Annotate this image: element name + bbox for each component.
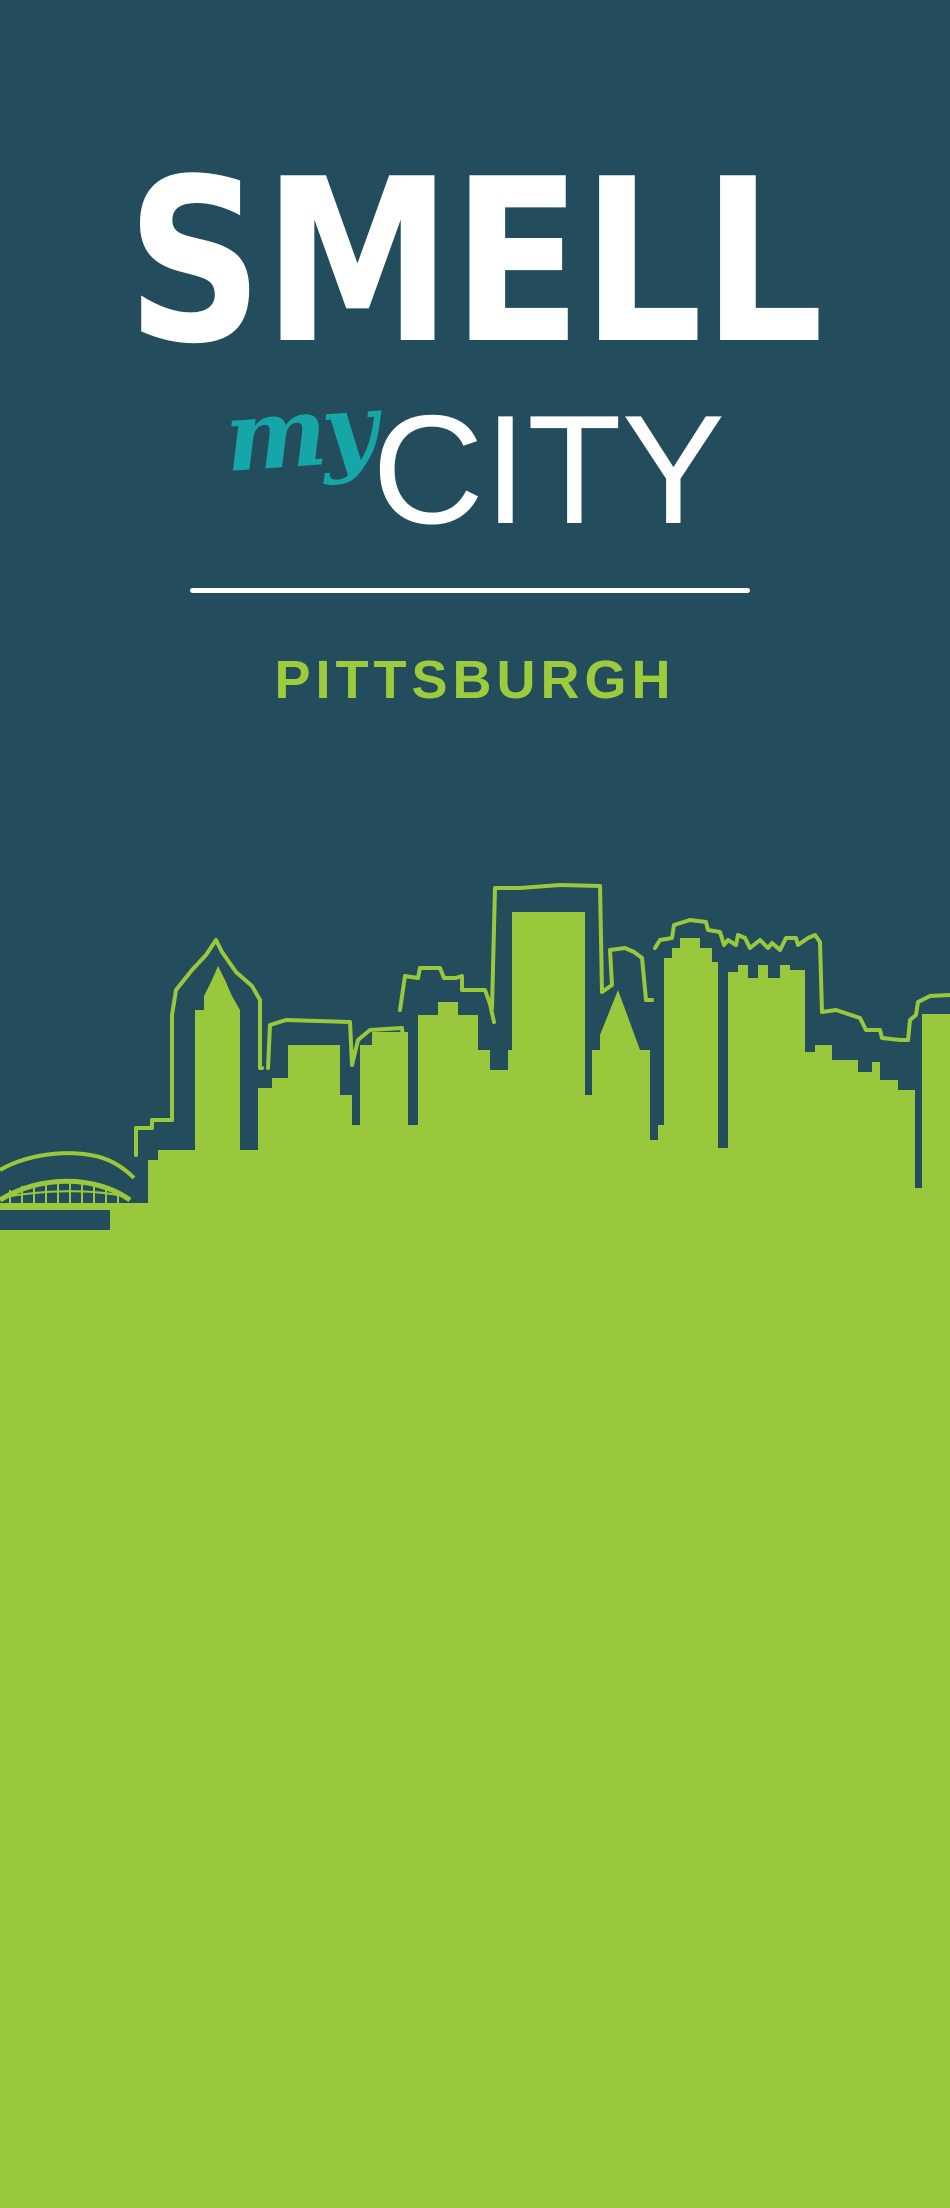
skyline-silhouette [0, 912, 950, 2208]
logo-word-my: my [221, 370, 377, 495]
bridge-icon [0, 1153, 150, 1230]
logo-word-city: CITY [372, 383, 726, 556]
green-ground [0, 1230, 950, 2208]
logo-word-smell: SMELL [126, 131, 824, 394]
city-name: PITTSBURGH [274, 650, 676, 710]
